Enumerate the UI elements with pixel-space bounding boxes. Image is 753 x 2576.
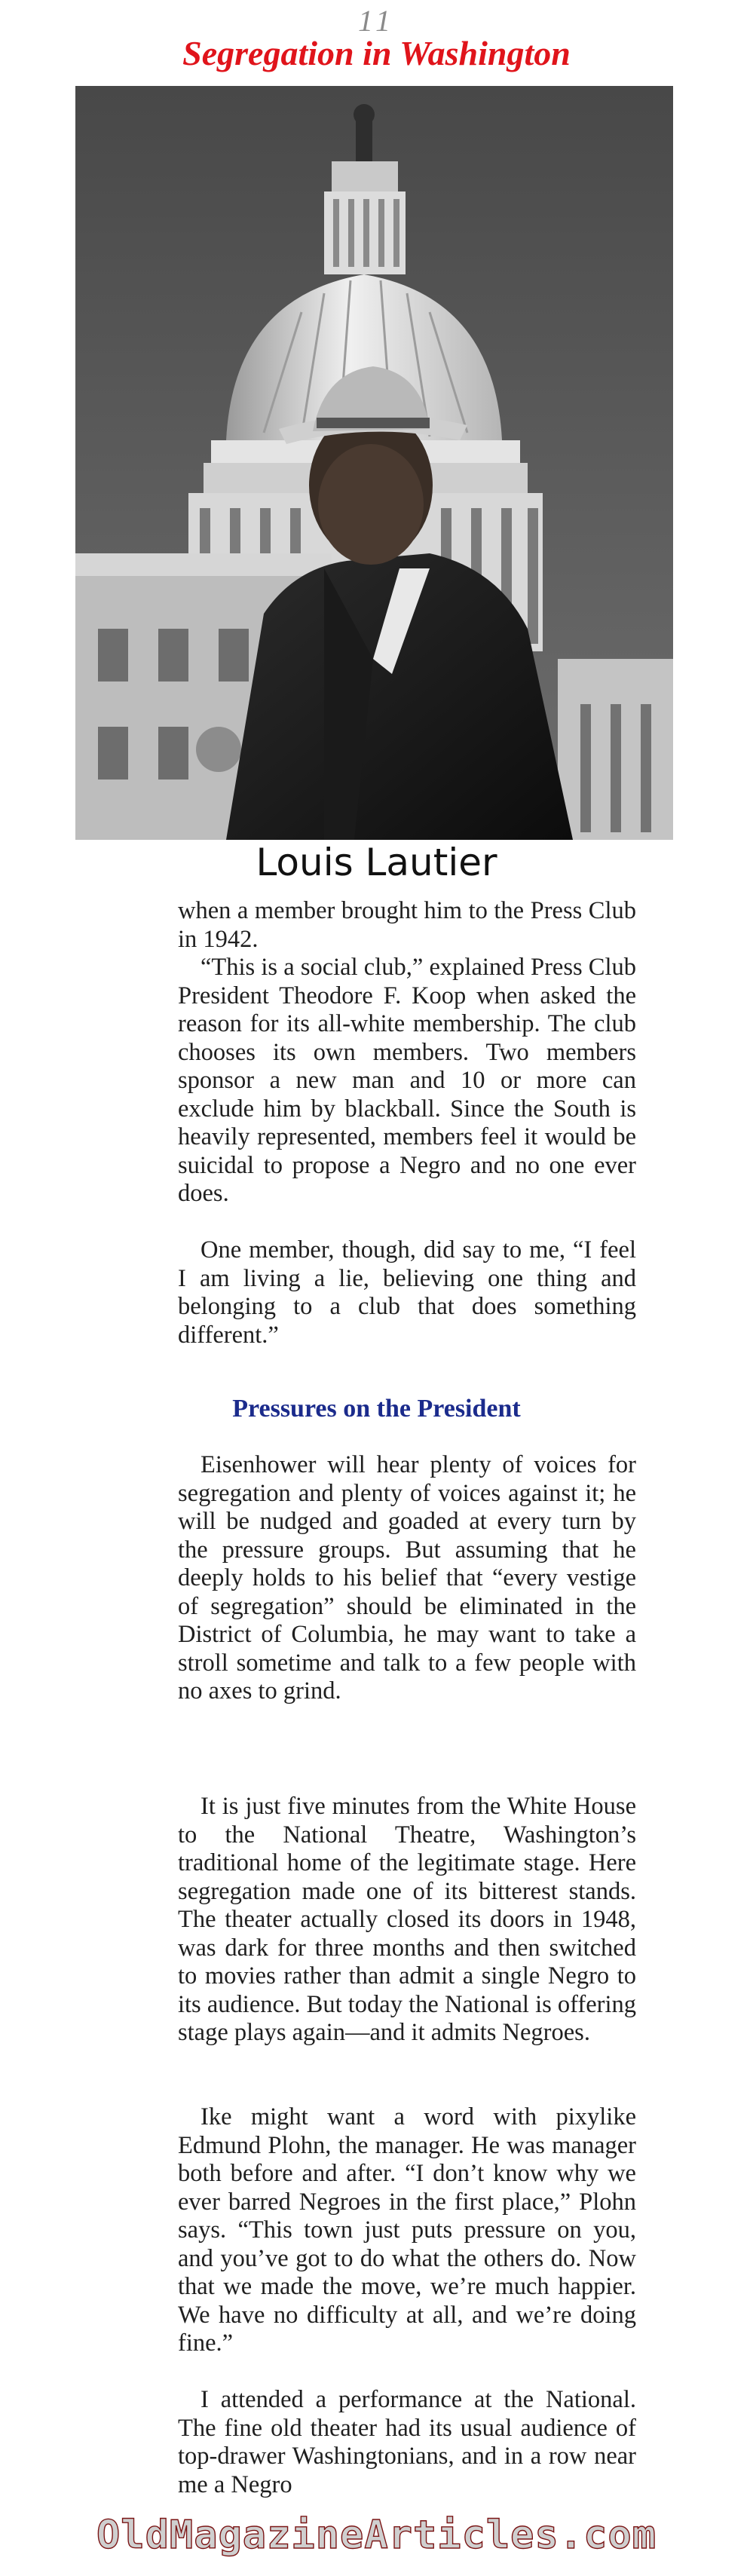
page-number: 11	[357, 4, 396, 38]
paragraph-text: One member, though, did say to me, “I feel I am living a lie, believing one thing and belonging to a club that does something different.”	[178, 1236, 636, 1349]
paragraph-press-club-intro	[178, 897, 636, 954]
paragraph-plohn	[178, 2103, 636, 2358]
paragraph-eisenhower	[178, 1451, 636, 1706]
site-watermark-link[interactable]: OldMagazineArticles.com	[96, 2513, 657, 2558]
paragraph-social-club	[178, 954, 636, 1208]
capitol-portrait-image	[75, 86, 673, 840]
paragraph-living-a-lie	[178, 1236, 636, 1349]
section-heading: Pressures on the President	[232, 1395, 521, 1423]
page-title: Segregation in Washington	[182, 34, 571, 72]
paragraph-text: when a member brought him to the Press Club in 1942.	[178, 897, 636, 953]
paragraph-text: It is just five minutes from the White House to the National Theatre, Washington’s traditional home of the legitimate stage. Here segregation made one of its bitterest stands. The theater actually closed its doors in 1948, was dark for three months and then switched to movies rather than admit a single Negro to its audience. But today the National is offering stage plays again—and it admits Negroes.	[178, 1793, 636, 2046]
paragraph-text: I attended a performance at the National. The fine old theater had its usual audience of top-drawer Washingtonians, and in a row near me a Negro	[178, 2386, 636, 2498]
paragraph-performance	[178, 2386, 636, 2499]
paragraph-text: Eisenhower will hear plenty of voices for segregation and plenty of voices against it; he will be nudged and goaded at every turn by the pressure groups. But assuming that he deeply holds to his belief that “every vestige of segregation” should be eliminated in the District of Columbia, he may want to take a stroll sometime and talk to a few people with no axes to grind.	[178, 1451, 636, 1705]
paragraph-national-theatre	[178, 1793, 636, 2048]
photo-louis-lautier	[75, 86, 673, 840]
paragraph-text: Ike might want a word with pixylike Edmund Plohn, the manager. He was manager both before and after. “I don’t know why we ever barred Negroes in the first place,” Plohn says. “This town just puts pressure on you, and you’ve got to do what the others do. Now that we made the move, we’re much happier. We have no difficulty at all, and we’re doing fine.”	[178, 2103, 636, 2357]
paragraph-text: “This is a social club,” explained Press Club President Theodore F. Koop when asked the reason for its all-white membership. The club chooses its own members. Two members sponsor a new man and 10 or more can exclude him by blackball. Since the South is heavily represented, members feel it would be suicidal to propose a Negro and no one ever does.	[178, 954, 636, 1207]
photo-caption: Louis Lautier	[256, 841, 497, 884]
